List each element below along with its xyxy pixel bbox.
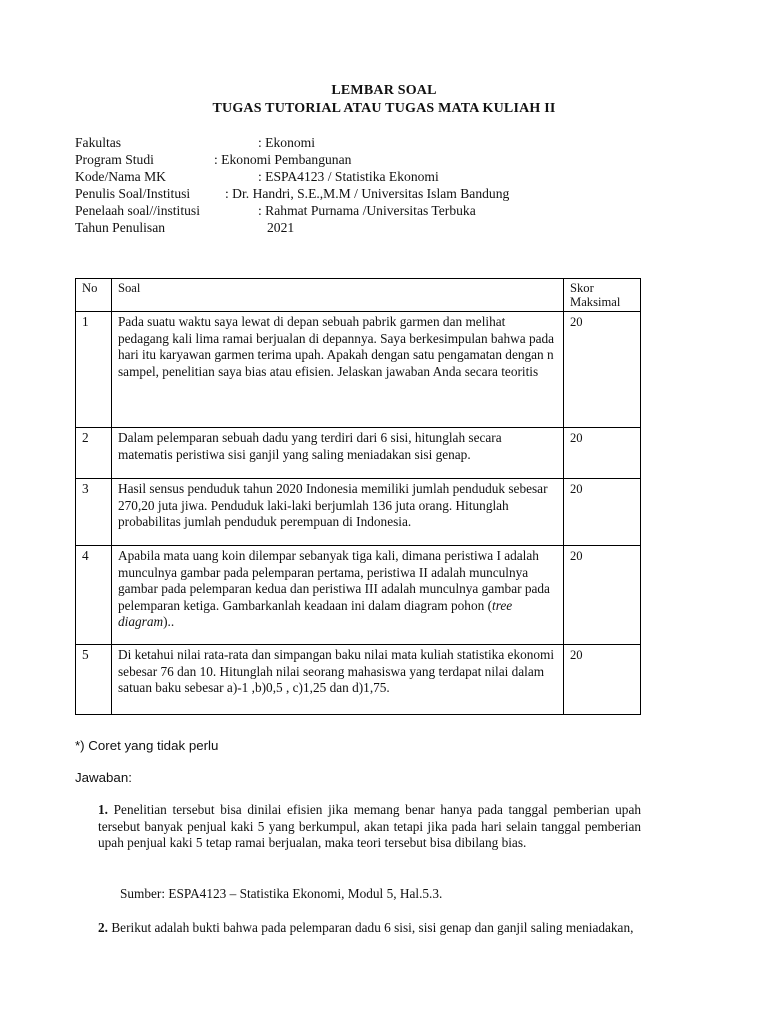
row-skor: 20	[564, 428, 641, 479]
row-soal-text: Apabila mata uang koin dilempar sebanyak tiga kali, dimana peristiwa I adalah munculnya gambar pada pelemparan pertama, peristiwa II adalah munculnya gambar pada pelemparan kedua dan peristiwa III adalah munculnya gambar pada pelemparan ketiga. Gambarkanlah keadaan ini dalam diagram pohon (	[118, 548, 550, 613]
row-no: 1	[76, 312, 112, 428]
document-title: LEMBAR SOAL	[331, 83, 437, 98]
meta-value: : Rahmat Purnama /Universitas Terbuka	[258, 203, 476, 218]
row-no: 3	[76, 479, 112, 546]
row-soal	[112, 546, 564, 645]
row-skor: 20	[564, 546, 641, 645]
row-soal: Hasil sensus penduduk tahun 2020 Indonesia memiliki jumlah penduduk sebesar 270,20 juta jiwa. Penduduk laki-laki berjumlah 136 juta orang. Hitunglah probabilitas jumlah penduduk perempuan di Indonesia.	[112, 479, 564, 546]
meta-value: : ESPA4123 / Statistika Ekonomi	[258, 169, 439, 184]
answers-label: Jawaban:	[75, 770, 132, 785]
header-skor	[564, 279, 641, 312]
answer-text: Penelitian tersebut bisa dinilai efisien jika memang benar hanya pada tanggal pemberian upah tersebut banyak penjual kaki 5 yang berkumpul, akan tetapi jika pada hari selain tanggal pemberian upah penjual kaki 5 tetap ramai berjualan, maka teori tersebut bisa dibilang bias.	[98, 802, 641, 851]
meta-value: 2021	[267, 220, 295, 235]
row-skor: 20	[564, 479, 641, 546]
meta-label: Fakultas	[75, 135, 122, 150]
row-soal-italic: tree diagram	[118, 597, 513, 629]
row-skor: 20	[564, 312, 641, 428]
table-row	[76, 428, 641, 479]
table-row	[76, 479, 641, 546]
meta-label: Penelaah soal//institusi	[75, 203, 200, 218]
header-no: No	[76, 279, 112, 312]
document-subtitle: TUGAS TUTORIAL ATAU TUGAS MATA KULIAH II	[212, 101, 556, 116]
header-soal: Soal	[112, 279, 564, 312]
meta-label: Program Studi	[75, 152, 154, 167]
answer-text: Berikut adalah bukti bahwa pada pelemparan dadu 6 sisi, sisi genap dan ganjil saling meniadakan,	[111, 920, 634, 935]
row-soal-text-end: )..	[163, 614, 175, 629]
table-row	[76, 312, 641, 428]
header-skor-line1: Skor	[570, 281, 594, 295]
header-skor-line2: Maksimal	[570, 295, 621, 309]
row-no: 4	[76, 546, 112, 645]
meta-value: : Ekonomi	[258, 135, 316, 150]
row-soal: Di ketahui nilai rata-rata dan simpangan baku nilai mata kuliah statistika ekonomi sebesar 76 dan 10. Hitunglah nilai seorang mahasiswa yang terdapat nilai dalam satuan baku sebesar a)-1 ,b)0,5 , c)1,25 dan d)1,75.	[112, 645, 564, 715]
questions-table	[75, 278, 641, 715]
answer-1	[98, 802, 641, 852]
row-soal: Pada suatu waktu saya lewat di depan sebuah pabrik garmen dan melihat pedagang kali lima ramai berjualan di depannya. Saya berkesimpulan bahwa pada hari itu karyawan garmen terima upah. Apakah dengan satu pengamatan dengan n sampel, penelitian saya bias atau efisien. Jelaskan jawaban Anda secara teoritis	[112, 312, 564, 428]
table-row	[76, 546, 641, 645]
footnote: *) Coret yang tidak perlu	[75, 738, 219, 753]
answer-source: Sumber: ESPA4123 – Statistika Ekonomi, Modul 5, Hal.5.3.	[120, 886, 443, 901]
answer-2	[98, 920, 641, 937]
table-header-row	[76, 279, 641, 312]
meta-label: Penulis Soal/Institusi	[75, 186, 191, 201]
row-skor: 20	[564, 645, 641, 715]
table-row	[76, 645, 641, 715]
answer-number: 1.	[98, 802, 108, 817]
meta-label: Tahun Penulisan	[75, 220, 166, 235]
row-no: 5	[76, 645, 112, 715]
meta-value: : Ekonomi Pembangunan	[214, 152, 352, 167]
row-soal: Dalam pelemparan sebuah dadu yang terdiri dari 6 sisi, hitunglah secara matematis peristiwa sisi ganjil yang saling meniadakan sisi genap.	[112, 428, 564, 479]
meta-label: Kode/Nama MK	[75, 169, 166, 184]
meta-value: : Dr. Handri, S.E.,M.M / Universitas Islam Bandung	[225, 186, 510, 201]
row-no: 2	[76, 428, 112, 479]
answer-number: 2.	[98, 920, 108, 935]
